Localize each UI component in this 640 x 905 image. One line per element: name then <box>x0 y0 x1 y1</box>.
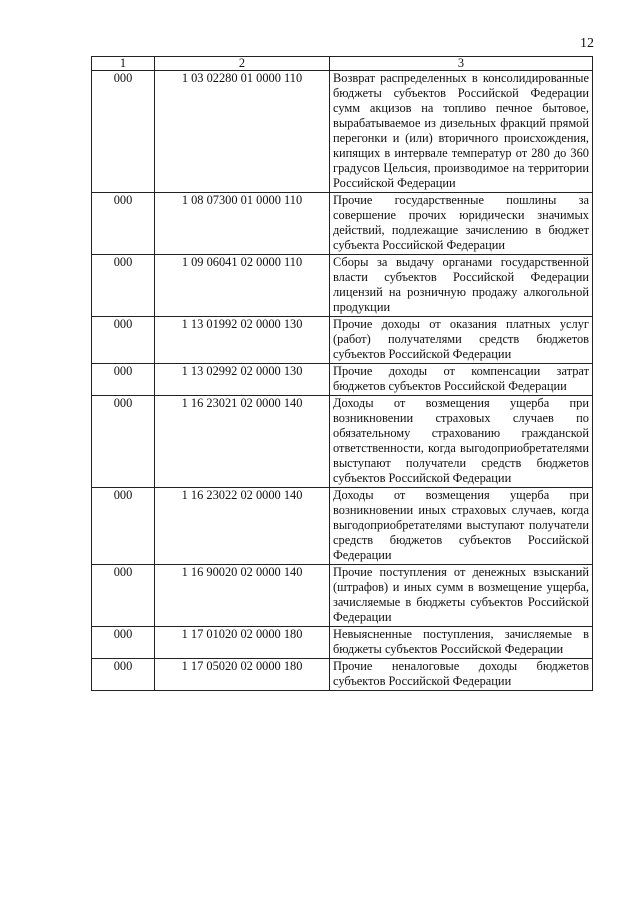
admin-code-cell: 000 <box>92 317 155 364</box>
revenue-name-cell: Доходы от возмещения ущерба при возникновении иных страховых случаев, когда выгодоприобретателями выступают получатели средств бюджетов субъектов Российской Федерации <box>330 488 593 565</box>
revenue-name-cell: Сборы за выдачу органами государственной власти субъектов Российской Федерации лицензий на розничную продажу алкогольной продукции <box>330 255 593 317</box>
revenue-name-cell: Возврат распределенных в консолидированные бюджеты субъектов Российской Федерации сумм акцизов на топливо печное бытовое, вырабатываемое из дизельных фракций прямой перегонки и (или) вторичного происхождения, кипящих в интервале температур от 280 до 360 градусов Цельсия, производимое на территории Российской Федерации <box>330 71 593 193</box>
revenue-code-cell: 1 17 05020 02 0000 180 <box>155 659 330 691</box>
table-row <box>92 364 593 396</box>
revenue-code-cell: 1 09 06041 02 0000 110 <box>155 255 330 317</box>
admin-code-cell: 000 <box>92 565 155 627</box>
admin-code-cell: 000 <box>92 659 155 691</box>
table-row <box>92 627 593 659</box>
revenue-codes-table <box>91 56 593 691</box>
table-row <box>92 71 593 193</box>
admin-code-cell: 000 <box>92 396 155 488</box>
revenue-name-cell: Доходы от возмещения ущерба при возникновении страховых случаев по обязательному страхованию гражданской ответственности, когда выгодоприобретателями выступают получатели средств бюджетов субъектов Российской Федерации <box>330 396 593 488</box>
revenue-code-cell: 1 13 01992 02 0000 130 <box>155 317 330 364</box>
table-row <box>92 396 593 488</box>
admin-code-cell: 000 <box>92 71 155 193</box>
admin-code-cell: 000 <box>92 193 155 255</box>
admin-code-cell: 000 <box>92 364 155 396</box>
revenue-name-cell: Прочие поступления от денежных взысканий (штрафов) и иных сумм в возмещение ущерба, зачисляемые в бюджеты субъектов Российской Федерации <box>330 565 593 627</box>
table-row <box>92 317 593 364</box>
revenue-name-cell: Прочие доходы от компенсации затрат бюджетов субъектов Российской Федерации <box>330 364 593 396</box>
column-header: 2 <box>155 57 330 71</box>
table-row <box>92 565 593 627</box>
revenue-code-cell: 1 08 07300 01 0000 110 <box>155 193 330 255</box>
table-row <box>92 488 593 565</box>
page-number: 12 <box>580 36 594 51</box>
revenue-name-cell: Прочие неналоговые доходы бюджетов субъектов Российской Федерации <box>330 659 593 691</box>
admin-code-cell: 000 <box>92 255 155 317</box>
table-row <box>92 659 593 691</box>
revenue-code-cell: 1 17 01020 02 0000 180 <box>155 627 330 659</box>
table-row <box>92 255 593 317</box>
revenue-code-cell: 1 16 23022 02 0000 140 <box>155 488 330 565</box>
revenue-name-cell: Невыясненные поступления, зачисляемые в бюджеты субъектов Российской Федерации <box>330 627 593 659</box>
table-row <box>92 193 593 255</box>
admin-code-cell: 000 <box>92 627 155 659</box>
revenue-name-cell: Прочие государственные пошлины за совершение прочих юридически значимых действий, подлежащие зачислению в бюджет субъекта Российской Федерации <box>330 193 593 255</box>
revenue-code-cell: 1 16 90020 02 0000 140 <box>155 565 330 627</box>
column-header: 1 <box>92 57 155 71</box>
revenue-code-cell: 1 13 02992 02 0000 130 <box>155 364 330 396</box>
table-header-row <box>92 57 593 71</box>
admin-code-cell: 000 <box>92 488 155 565</box>
revenue-code-cell: 1 03 02280 01 0000 110 <box>155 71 330 193</box>
revenue-name-cell: Прочие доходы от оказания платных услуг (работ) получателями средств бюджетов субъектов Российской Федерации <box>330 317 593 364</box>
revenue-code-cell: 1 16 23021 02 0000 140 <box>155 396 330 488</box>
column-header: 3 <box>330 57 593 71</box>
